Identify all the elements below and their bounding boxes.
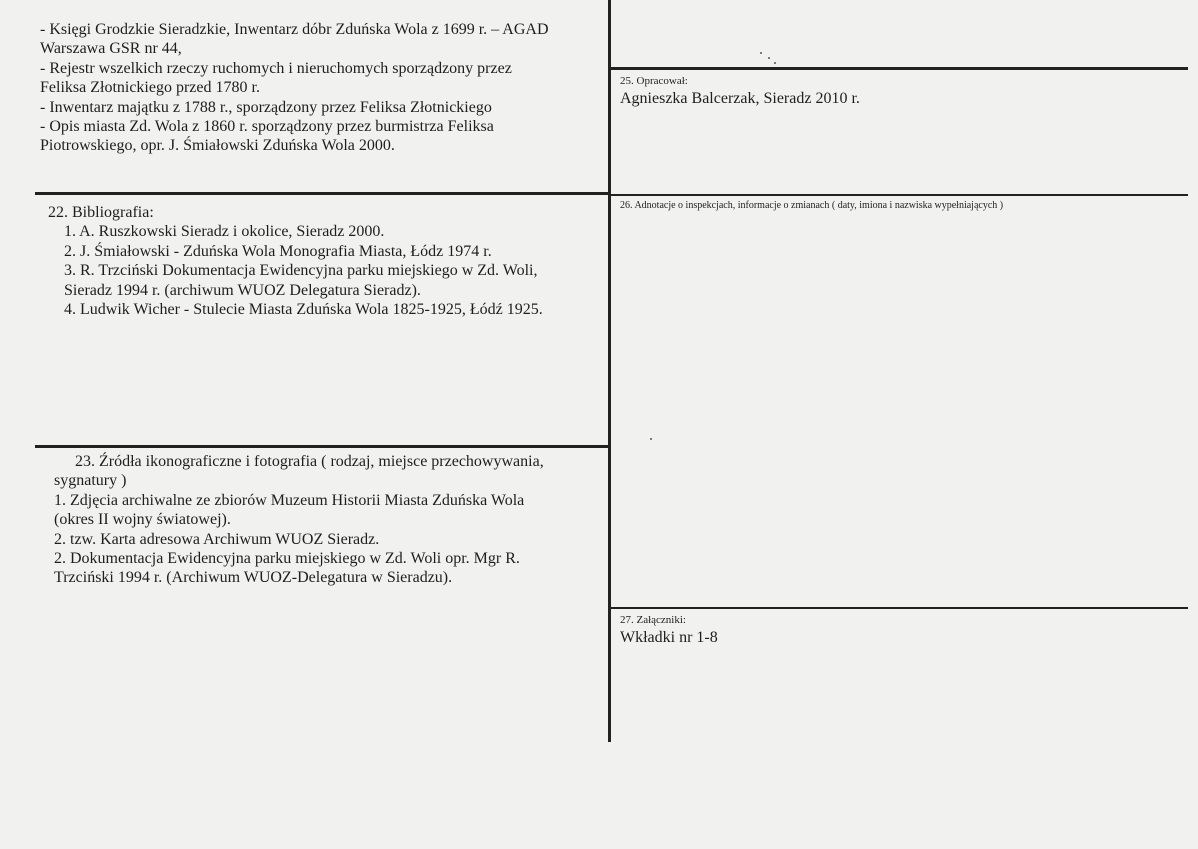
archival-line: Warszawa GSR nr 44,	[40, 40, 182, 58]
bibliography-item: 3. R. Trzciński Dokumentacja Ewidencyjna parku miejskiego w Zd. Woli,	[64, 262, 538, 280]
divider-right-prepared	[608, 67, 1188, 70]
iconographic-sources-section	[54, 452, 606, 588]
archival-line: Feliksa Złotnickiego przed 1780 r.	[40, 79, 260, 97]
archival-line: - Inwentarz majątku z 1788 r., sporządzony przez Feliksa Złotnickiego	[40, 98, 492, 116]
scan-speck	[774, 62, 776, 64]
iconographic-item: (okres II wojny światowej).	[54, 511, 231, 529]
attachments-label: 27. Załączniki:	[620, 614, 686, 626]
iconographic-item: 2. Dokumentacja Ewidencyjna parku miejskiego w Zd. Woli opr. Mgr R.	[54, 550, 520, 568]
scan-speck	[650, 438, 652, 440]
vertical-divider	[608, 0, 611, 742]
archival-sources-section	[40, 20, 605, 156]
bibliography-item: 1. A. Ruszkowski Sieradz i okolice, Sieradz 2000.	[64, 223, 385, 241]
prepared-by-value: Agnieszka Balcerzak, Sieradz 2010 r.	[620, 90, 860, 107]
attachments-value: Wkładki nr 1-8	[620, 629, 718, 646]
divider-left-iconography	[35, 445, 610, 448]
iconographic-item: 1. Zdjęcia archiwalne ze zbiorów Muzeum Historii Miasta Zduńska Wola	[54, 491, 525, 509]
divider-left-bibliography	[35, 192, 610, 195]
bibliography-title: 22. Bibliografia:	[48, 204, 154, 221]
bibliography-item: Sieradz 1994 r. (archiwum WUOZ Delegatura Sieradz).	[64, 281, 421, 299]
attachments-section	[620, 614, 718, 647]
annotations-label: 26. Adnotacje o inspekcjach, informacje o zmianach ( daty, imiona i nazwiska wypełniających )	[620, 200, 1004, 211]
bibliography-section	[48, 203, 603, 319]
divider-right-annotations	[608, 194, 1188, 196]
annotations-section	[620, 200, 1003, 212]
divider-right-attachments	[608, 607, 1188, 609]
archival-line: - Rejestr wszelkich rzeczy ruchomych i nieruchomych sporządzony przez	[40, 59, 512, 77]
bibliography-item: 4. Ludwik Wicher - Stulecie Miasta Zduńska Wola 1825-1925, Łódź 1925.	[64, 301, 543, 319]
archival-line: - Opis miasta Zd. Wola z 1860 r. sporządzony przez burmistrza Feliksa	[40, 118, 494, 136]
archival-line: - Księgi Grodzkie Sieradzkie, Inwentarz dóbr Zduńska Wola z 1699 r. – AGAD	[40, 21, 549, 38]
prepared-by-label: 25. Opracował:	[620, 75, 688, 87]
iconographic-title: 23. Źródła ikonograficzne i fotografia ( rodzaj, miejsce przechowywania,	[75, 453, 544, 470]
archival-line: Piotrowskiego, opr. J. Śmiałowski Zduńska Wola 2000.	[40, 137, 395, 155]
iconographic-title-continued: sygnatury )	[54, 472, 127, 490]
iconographic-item: 2. tzw. Karta adresowa Archiwum WUOZ Sieradz.	[54, 530, 380, 548]
bibliography-item: 2. J. Śmiałowski - Zduńska Wola Monografia Miasta, Łódz 1974 r.	[64, 242, 492, 260]
scan-speck	[768, 57, 770, 59]
prepared-by-section	[620, 75, 860, 108]
scan-speck	[760, 52, 762, 54]
iconographic-item: Trzciński 1994 r. (Archiwum WUOZ-Delegatura w Sieradzu).	[54, 569, 453, 587]
